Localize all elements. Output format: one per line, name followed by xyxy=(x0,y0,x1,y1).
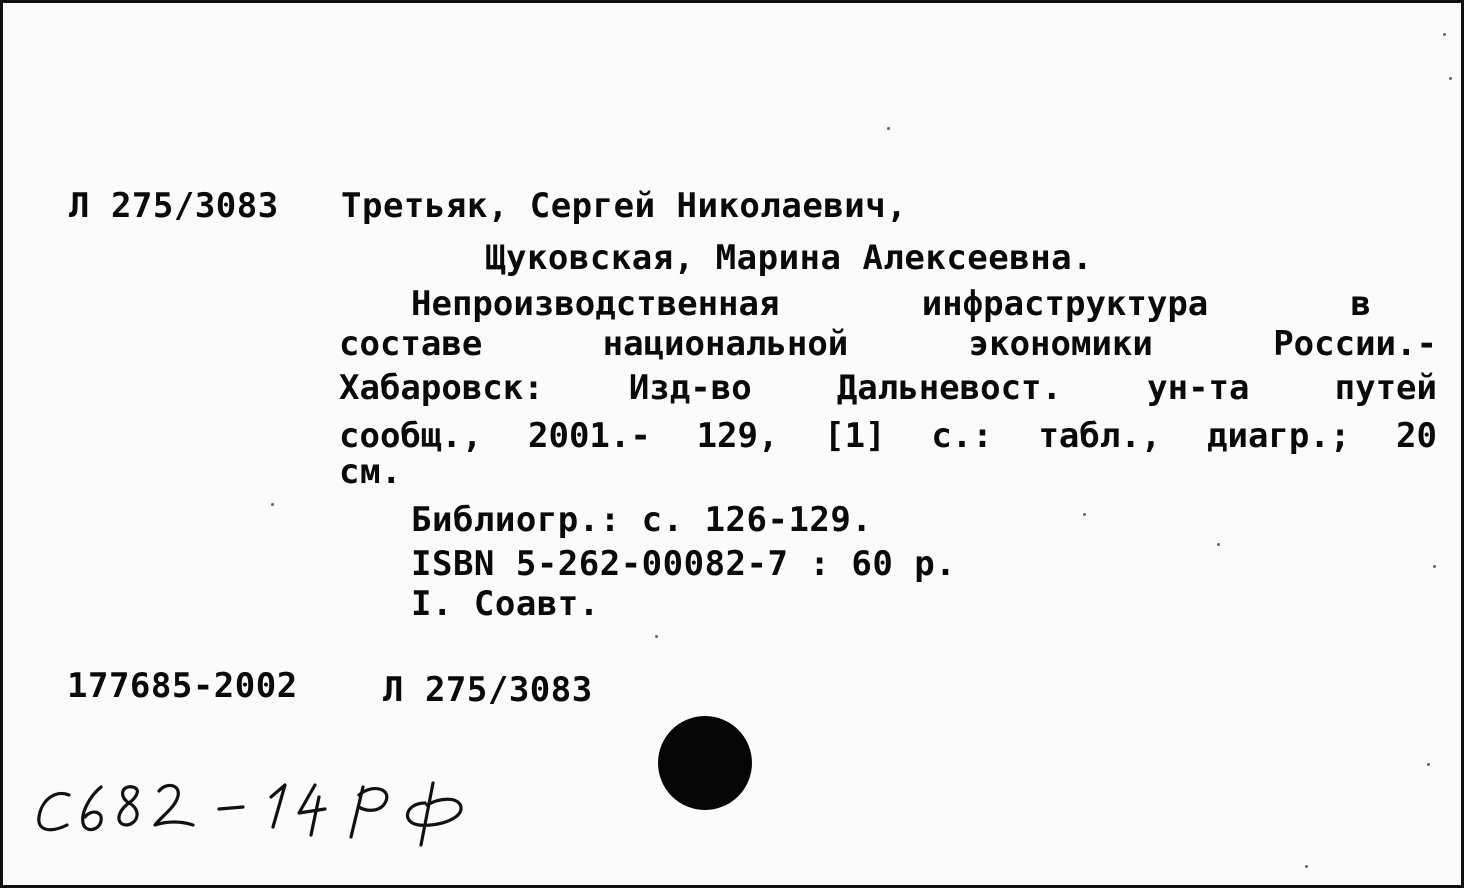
title-word: диагр.; xyxy=(1207,416,1351,456)
title-word: в xyxy=(1350,284,1371,324)
title-word: составе xyxy=(339,324,483,364)
scan-speck xyxy=(271,503,274,506)
coauthor-note: I. Соавт. xyxy=(411,584,600,624)
title-word: [1] xyxy=(824,416,886,456)
coauthor-heading: Щуковская, Марина Алексеевна. xyxy=(485,238,1094,278)
scan-speck xyxy=(1449,77,1452,80)
bibliography-note: Библиогр.: с. 126-129. xyxy=(411,500,873,540)
scan-speck xyxy=(1083,513,1086,516)
scan-speck xyxy=(1305,865,1308,868)
title-line-3 xyxy=(339,368,1437,408)
title-line-4 xyxy=(339,416,1437,456)
scan-speck xyxy=(887,127,890,130)
title-line-5: см. xyxy=(339,452,402,492)
title-word: инфраструктура xyxy=(921,284,1209,324)
title-word: Изд-во xyxy=(628,368,752,408)
shelf-mark: Л 275/3083 xyxy=(69,186,279,226)
scan-speck xyxy=(1443,33,1446,36)
author-heading: Третьяк, Сергей Николаевич, xyxy=(341,186,908,226)
title-line-1 xyxy=(411,284,1371,324)
scan-speck xyxy=(1217,543,1220,546)
title-word: экономики xyxy=(968,324,1153,364)
title-word: Хабаровск: xyxy=(339,368,544,408)
scan-speck xyxy=(1427,763,1430,766)
title-word: Непроизводственная xyxy=(411,284,780,324)
title-word: сообщ., xyxy=(339,416,483,456)
title-word: 20 xyxy=(1396,416,1437,456)
handwritten-code xyxy=(33,775,493,875)
title-word: России.- xyxy=(1273,324,1437,364)
scan-speck xyxy=(655,635,658,638)
title-line-2 xyxy=(339,324,1437,364)
title-word: путей xyxy=(1334,368,1437,408)
scan-speck xyxy=(1433,565,1436,568)
title-word: национальной xyxy=(602,324,849,364)
inventory-number: 177685-2002 xyxy=(67,666,298,706)
title-word: 129, xyxy=(696,416,779,456)
title-word: с.: xyxy=(931,416,993,456)
title-word: 2001.- xyxy=(528,416,651,456)
title-word: табл., xyxy=(1038,416,1162,456)
isbn-line: ISBN 5-262-00082-7 : 60 р. xyxy=(411,544,957,584)
title-word: ун-та xyxy=(1147,368,1250,408)
punch-hole xyxy=(658,716,752,810)
title-word: Дальневост. xyxy=(836,368,1062,408)
shelf-mark-bottom: Л 275/3083 xyxy=(383,670,593,710)
